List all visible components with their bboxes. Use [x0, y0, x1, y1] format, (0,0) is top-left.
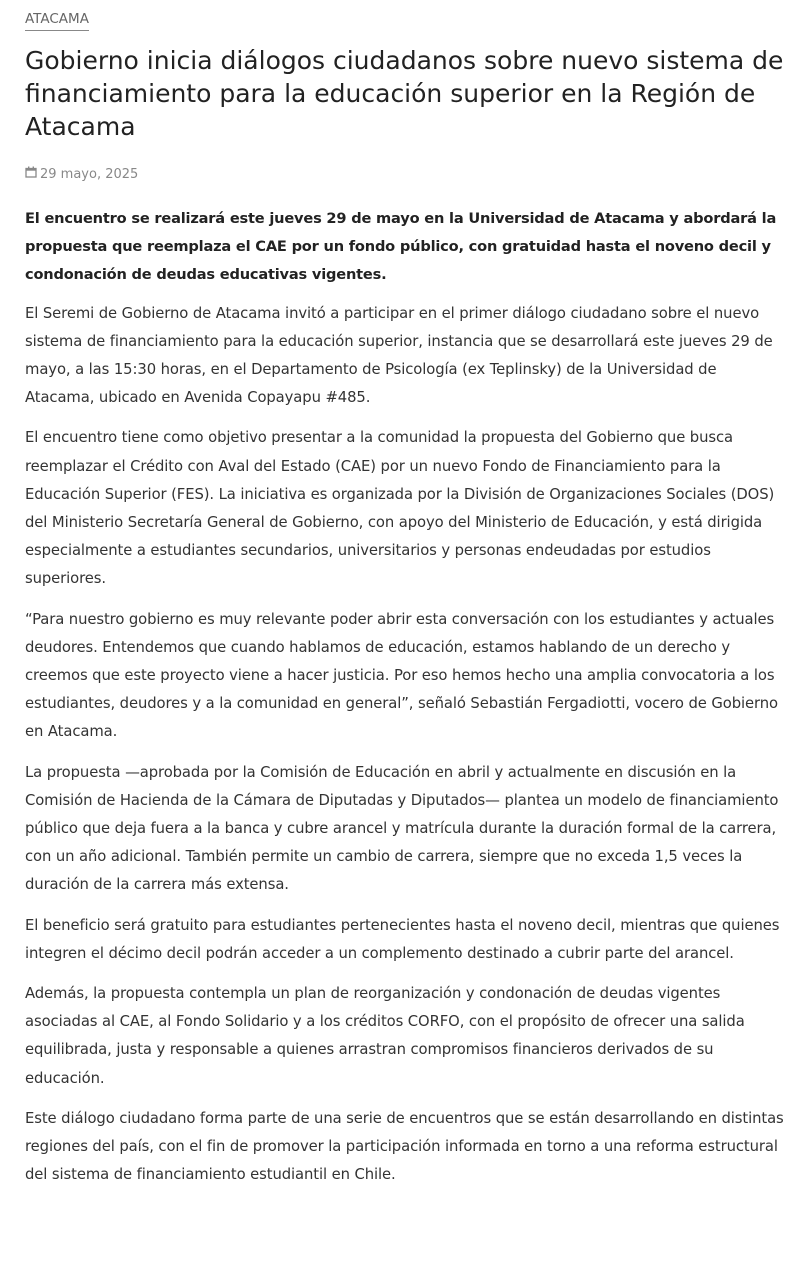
article-lead: El encuentro se realizará este jueves 29 de mayo en la Universidad de Atacama y abordará la propuesta que reemplaza el CAE por un fondo público, con gratuidad hasta el noveno decil y condonación de deudas educativas vigentes.	[25, 210, 777, 284]
paragraph: El beneficio será gratuito para estudiantes pertenecientes hasta el noveno decil, mientras que quienes integren el décimo decil podrán acceder a un complemento destinado a cubrir parte del arancel.	[25, 916, 780, 962]
article-title: Gobierno inicia diálogos ciudadanos sobre nuevo sistema de financiamiento para la educación superior en la Región de Atacama	[25, 46, 784, 141]
category-link[interactable]: ATACAMA	[25, 9, 89, 31]
paragraph: “Para nuestro gobierno es muy relevante poder abrir esta conversación con los estudiantes y actuales deudores. Entendemos que cuando hablamos de educación, estamos hablando de un derecho y creemos que este proyecto viene a hacer justicia. Por eso hemos hecho una amplia convocatoria a los estudiantes, deudores y a la comunidad en general”, señaló Sebastián Fergadiotti, vocero de Gobierno en Atacama.	[25, 610, 778, 741]
calendar-icon	[25, 165, 40, 185]
paragraph: Este diálogo ciudadano forma parte de una serie de encuentros que se están desarrollando en distintas regiones del país, con el fin de promover la participación informada en torno a una reforma estructural del sistema de financiamiento estudiantil en Chile.	[25, 1109, 784, 1184]
paragraph: Además, la propuesta contempla un plan de reorganización y condonación de deudas vigentes asociadas al CAE, al Fondo Solidario y a los créditos CORFO, con el propósito de ofrecer una salida equilibrada, justa y responsable a quienes arrastran compromisos financieros derivados de su educación.	[25, 985, 745, 1087]
date-text: 29 mayo, 2025	[40, 167, 139, 182]
paragraph: El Seremi de Gobierno de Atacama invitó a participar en el primer diálogo ciudadano sobre el nuevo sistema de financiamiento para la educación superior, instancia que se desarrollará este jueves 29 de mayo, a las 15:30 horas, en el Departamento de Psicología (ex Teplinsky) de la Universidad de Atacama, ubicado en Avenida Copayapu #485.	[25, 304, 773, 407]
publish-date	[25, 165, 138, 185]
article-body	[25, 205, 785, 1202]
paragraph: El encuentro tiene como objetivo presentar a la comunidad la propuesta del Gobierno que busca reemplazar el Crédito con Aval del Estado (CAE) por un nuevo Fondo de Financiamiento para la Educación Superior (FES). La iniciativa es organizada por la División de Organizaciones Sociales (DOS) del Ministerio Secretaría General de Gobierno, con apoyo del Ministerio de Educación, y está dirigida especialmente a estudiantes secundarios, universitarios y personas endeudadas por estudios superiores.	[25, 429, 775, 588]
paragraph: La propuesta —aprobada por la Comisión de Educación en abril y actualmente en discusión en la Comisión de Hacienda de la Cámara de Diputadas y Diputados— plantea un modelo de financiamiento público que deja fuera a la banca y cubre arancel y matrícula durante la duración formal de la carrera, con un año adicional. También permite un cambio de carrera, siempre que no exceda 1,5 veces la duración de la carrera más extensa.	[25, 763, 779, 894]
